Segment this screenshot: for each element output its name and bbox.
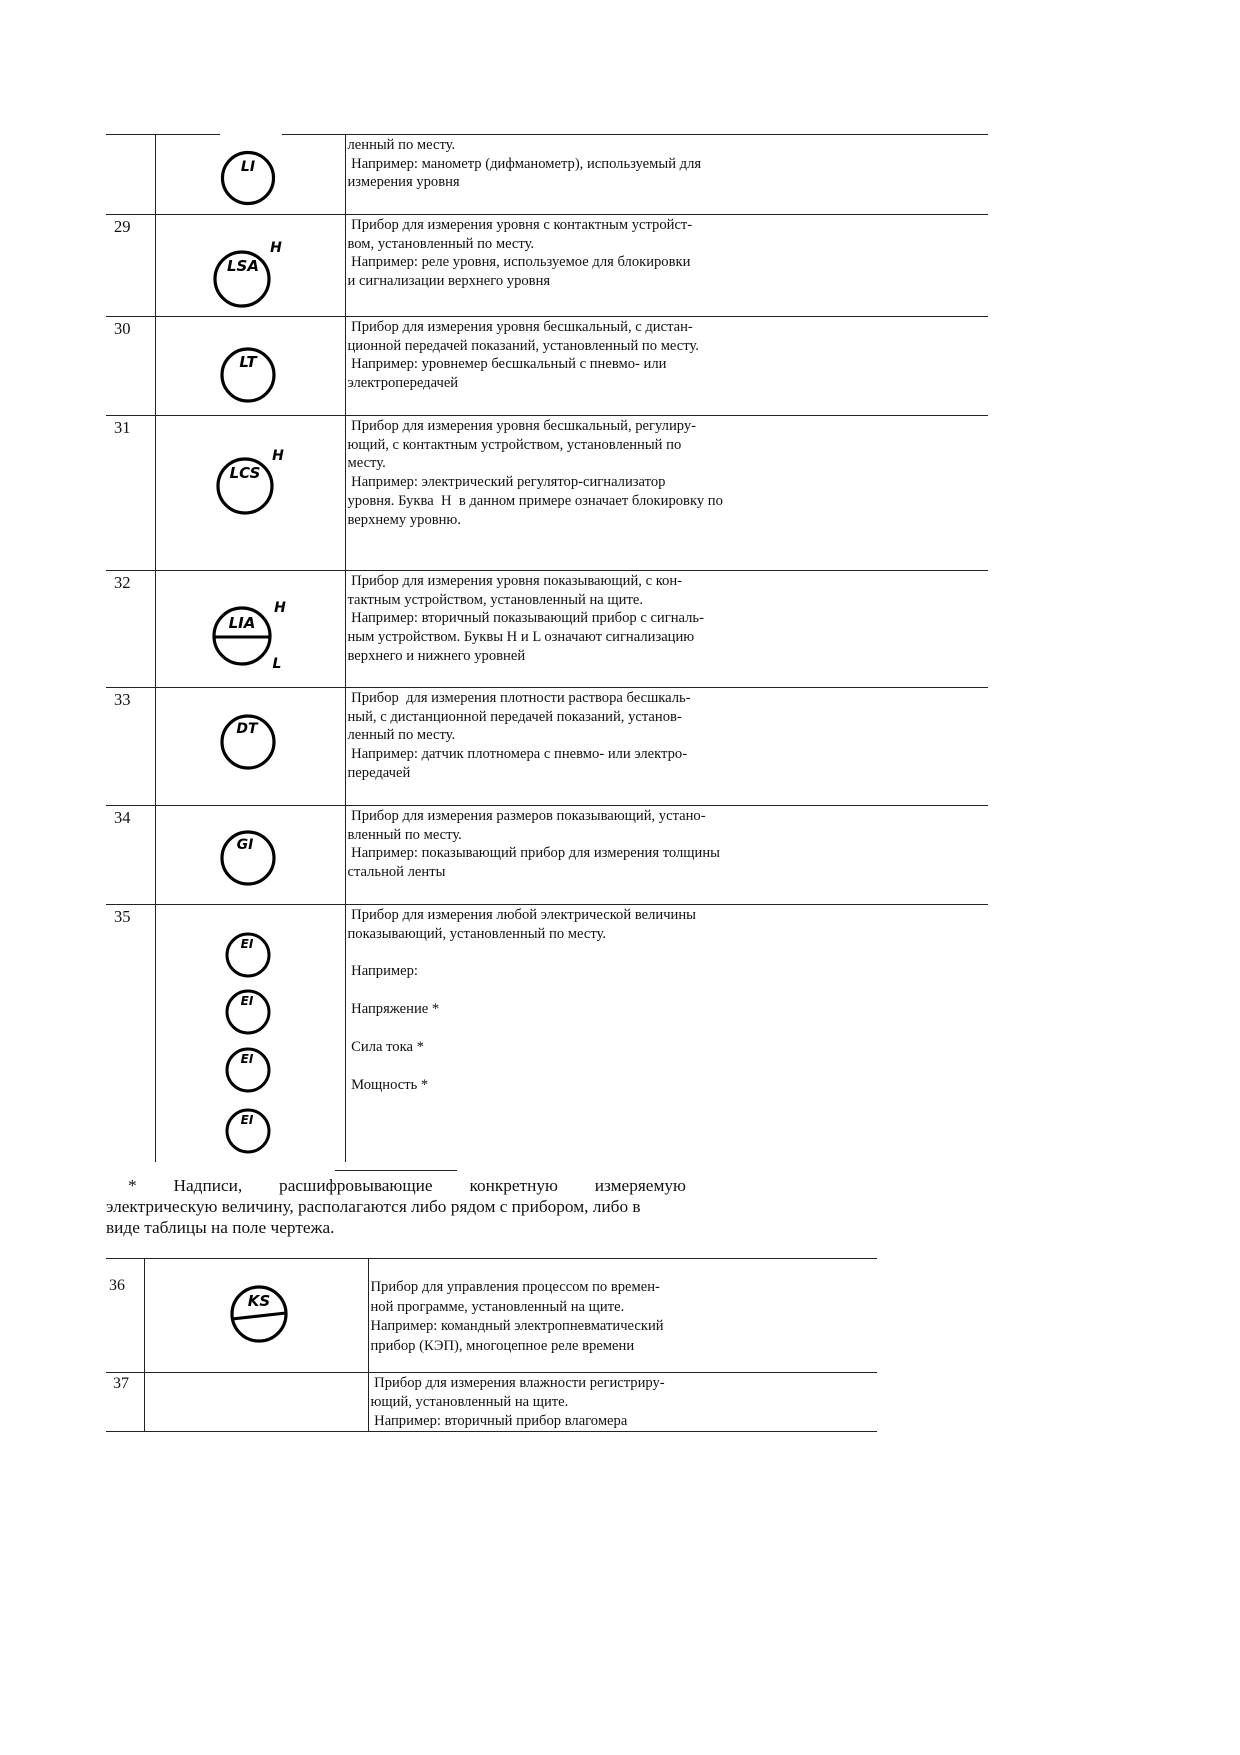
description-line: тактным устройством, установленный на щите. <box>347 591 643 608</box>
description-cell <box>368 1373 877 1432</box>
description-line: электропередачей <box>347 375 459 392</box>
instrument-circle-icon <box>190 317 310 409</box>
footnote-word: измеряемую <box>594 1176 686 1195</box>
symbol-letters: LT <box>239 353 257 371</box>
symbol-letters: EI <box>240 937 254 951</box>
scan-blank-patch <box>220 130 282 138</box>
row-number: 33 <box>114 690 131 709</box>
description-line: верхнему уровню. <box>347 511 461 528</box>
description-line: верхнего и нижнего уровней <box>347 647 526 664</box>
symbol-corner-letter: H <box>274 600 286 616</box>
description-line: Прибор для измерения уровня бесшкальный, с дистан- <box>347 319 693 335</box>
description-line: уровня. Буква H в данном примере означает блокировку по <box>347 492 723 509</box>
instrument-circle-icon <box>190 416 310 516</box>
description-line: Например: показывающий прибор для измерения толщины <box>347 845 720 862</box>
description-line: вленный по месту. <box>347 826 462 843</box>
table-row <box>106 905 988 1163</box>
symbol-cell <box>155 688 345 806</box>
description-line: Например: уровнемер бесшкальный с пневмо- или <box>347 356 667 373</box>
row-number: 34 <box>114 808 131 827</box>
row-number: 37 <box>113 1375 129 1392</box>
symbol-corner-letter: H <box>270 240 282 256</box>
description-line: ным устройством. Буквы H и L означают сигнализацию <box>347 629 695 646</box>
description-line: стальной ленты <box>347 864 446 881</box>
symbol-letters: EI <box>240 1113 254 1127</box>
instrument-circle-icon <box>190 688 310 778</box>
symbol-cell <box>155 806 345 905</box>
description-line: Мощность * <box>347 1076 429 1093</box>
description-cell <box>345 905 988 1163</box>
row-number: 32 <box>114 573 131 592</box>
description-line: ный, с дистанционной передачей показаний, установ- <box>347 708 682 725</box>
description-line: прибор (КЭП), многоцепное реле времени <box>370 1337 635 1354</box>
description-line: Например: электрический регулятор-сигнализатор <box>347 474 666 491</box>
description-cell <box>345 688 988 806</box>
table-row <box>106 317 988 416</box>
description-line: измерения уровня <box>347 174 460 191</box>
symbol-corner-letter: H <box>272 448 284 464</box>
symbol-cell <box>155 571 345 688</box>
instrument-symbols-table-continued <box>106 1258 877 1432</box>
description-line: ющий, установленный на щите. <box>370 1394 569 1410</box>
description-cell <box>345 571 988 688</box>
instrument-circle-icon <box>190 905 310 1157</box>
description-line: Прибор для измерения уровня бесшкальный, регулиру- <box>347 418 697 434</box>
description-line: Напряжение * <box>347 1001 440 1018</box>
footnote-line: виде таблицы на поле чертежа. <box>106 1218 335 1237</box>
symbol-cell <box>155 215 345 317</box>
table-row <box>106 1259 877 1373</box>
symbol-letters: LI <box>240 159 256 175</box>
description-cell <box>368 1259 877 1373</box>
instrument-circle-icon <box>190 215 310 311</box>
table-row <box>106 688 988 806</box>
symbol-cell <box>155 905 345 1163</box>
symbol-letters: DT <box>236 721 258 737</box>
description-line: Прибор для управления процессом по времен- <box>370 1279 660 1295</box>
footnote-word: * <box>128 1176 137 1195</box>
description-line: передачей <box>347 764 411 781</box>
description-line: ленный по месту. <box>347 137 456 153</box>
symbol-cell <box>155 416 345 571</box>
description-cell <box>345 317 988 416</box>
instrument-circle-icon <box>190 806 310 892</box>
footnote-word: Надписи, <box>173 1176 243 1195</box>
symbol-letters: LIA <box>228 614 256 632</box>
description-cell <box>345 215 988 317</box>
symbol-letters: KS <box>247 1292 271 1310</box>
description-line: ной программе, установленный на щите. <box>370 1298 625 1315</box>
description-line: Прибор для измерения влажности регистриру- <box>370 1375 665 1391</box>
description-cell <box>345 416 988 571</box>
description-line: ленный по месту. <box>347 727 456 744</box>
symbol-cell <box>155 135 345 215</box>
description-line: показывающий, установленный по месту. <box>347 925 606 942</box>
description-line: Прибор для измерения уровня с контактным устройст- <box>347 217 693 233</box>
description-line: Например: вторичный прибор влагомера <box>370 1413 628 1429</box>
symbol-cell <box>144 1373 368 1432</box>
row-number: 31 <box>114 418 131 437</box>
symbol-cell <box>155 317 345 416</box>
table-row <box>106 215 988 317</box>
description-line: Прибор для измерения уровня показывающий, с кон- <box>347 573 683 589</box>
table-row <box>106 806 988 905</box>
description-line: и сигнализации верхнего уровня <box>347 273 551 290</box>
footnote-word: расшифровывающие <box>279 1176 433 1195</box>
symbol-corner-letter-low: L <box>272 656 282 672</box>
description-line: вом, установленный по месту. <box>347 235 535 252</box>
table-row <box>106 135 988 215</box>
instrument-circle-icon <box>190 135 310 209</box>
footnote-line <box>106 1175 686 1196</box>
description-line: ющий, с контактным устройством, установленный по <box>347 436 682 453</box>
panel-instrument-circle-icon <box>196 1259 316 1349</box>
table-row <box>106 416 988 571</box>
row-number: 35 <box>114 907 131 926</box>
description-line: ционной передачей показаний, установленный по месту. <box>347 337 699 354</box>
row-number <box>106 135 155 215</box>
panel-instrument-circle-icon <box>190 571 310 681</box>
symbol-letters: EI <box>240 994 254 1008</box>
row-number: 36 <box>109 1277 125 1294</box>
instrument-symbols-table <box>106 134 988 1162</box>
description-line: Например: командный электропневматический <box>370 1318 664 1334</box>
description-line: Например: вторичный показывающий прибор с сигналь- <box>347 610 704 627</box>
symbol-letters: EI <box>240 1052 254 1066</box>
symbol-letters: LCS <box>229 464 261 482</box>
table-row <box>106 1373 877 1432</box>
table-row <box>106 571 988 688</box>
description-line: Например: <box>347 963 418 980</box>
description-line: Например: манометр (дифманометр), используемый для <box>347 155 702 172</box>
row-number: 30 <box>114 319 131 338</box>
row-number: 29 <box>114 217 131 236</box>
footnote <box>106 1175 686 1238</box>
footnote-line: электрическую величину, располагаются либо рядом с прибором, либо в <box>106 1197 641 1216</box>
description-cell <box>345 135 988 215</box>
description-line: Сила тока * <box>347 1038 424 1055</box>
description-line: Прибор для измерения любой электрической величины <box>347 907 696 923</box>
symbol-letters: GI <box>236 837 254 853</box>
description-line: Прибор для измерения плотности раствора бесшкаль- <box>347 690 691 706</box>
description-line: месту. <box>347 455 386 472</box>
description-line: Например: датчик плотномера с пневмо- или электро- <box>347 746 688 763</box>
symbol-cell <box>144 1259 368 1373</box>
footnote-separator <box>335 1170 457 1171</box>
footnote-word: конкретную <box>469 1176 558 1195</box>
description-line: Прибор для измерения размеров показывающий, устано- <box>347 808 706 824</box>
description-line: Например: реле уровня, используемое для блокировки <box>347 254 691 271</box>
symbol-letters: LSA <box>227 257 259 275</box>
description-cell <box>345 806 988 905</box>
